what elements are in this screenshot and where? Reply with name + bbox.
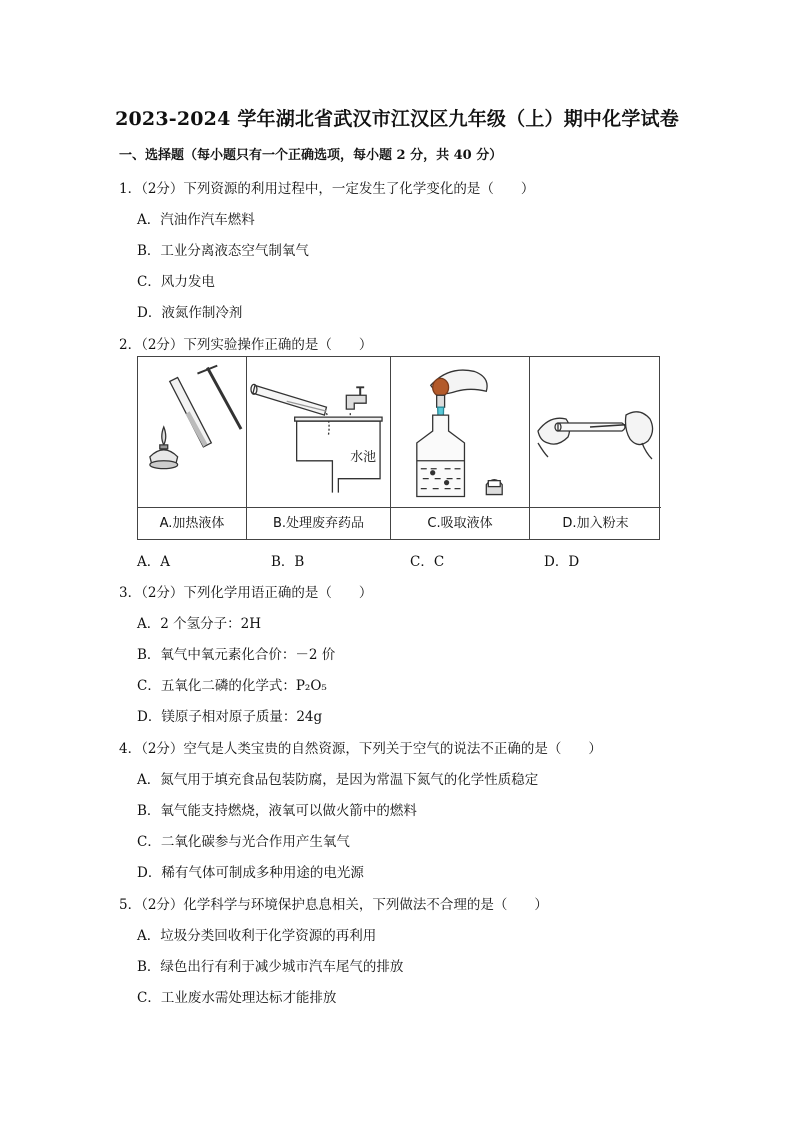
question-2-stem: 2．（2分）下列实验操作正确的是（ ） (119, 337, 373, 353)
question-5-option-a: A．垃圾分类回收利于化学资源的再利用 (137, 928, 377, 944)
page-title: 2023-2024 学年湖北省武汉市江汉区九年级（上）期中化学试卷 (115, 108, 679, 130)
question-1-stem: 1．（2分）下列资源的利用过程中，一定发生了化学变化的是（ ） (119, 181, 535, 197)
question-4-option-d: D．稀有气体可制成多种用途的电光源 (137, 865, 364, 881)
question-2-option-b: B．B (271, 554, 305, 570)
figure-caption-a: A.加热液体 (138, 507, 246, 540)
question-2-option-a: A．A (137, 554, 170, 570)
figure-cell-c (391, 357, 530, 539)
figure-caption-c: C.吸取液体 (391, 507, 529, 540)
question-5-option-c: C．工业废水需处理达标才能排放 (137, 990, 337, 1006)
sink-label: 水池 (350, 449, 377, 465)
drawing-liquid-illustration (391, 357, 529, 507)
question-4-option-a: A．氮气用于填充食品包装防腐，是因为常温下氮气的化学性质稳定 (137, 772, 539, 788)
figure-caption-d: D.加入粉末 (530, 507, 661, 540)
question-5-stem: 5．（2分）化学科学与环境保护息息相关，下列做法不合理的是（ ） (119, 897, 548, 913)
question-4-stem: 4．（2分）空气是人类宝贵的自然资源，下列关于空气的说法不正确的是（ ） (119, 741, 602, 757)
question-3-option-c: C．五氧化二磷的化学式：P₂O₅ (137, 678, 327, 694)
question-1-option-b: B．工业分离液态空气制氧气 (137, 243, 309, 259)
experiment-figure-table (137, 356, 660, 540)
question-1-option-c: C．风力发电 (137, 274, 215, 290)
question-5-option-b: B．绿色出行有利于减少城市汽车尾气的排放 (137, 959, 404, 975)
heating-liquid-illustration (138, 357, 246, 507)
question-1-option-d: D．液氮作制冷剂 (137, 305, 243, 321)
question-1-option-a: A．汽油作汽车燃料 (137, 212, 255, 228)
question-3-stem: 3．（2分）下列化学用语正确的是（ ） (119, 585, 373, 601)
figure-cell-d (530, 357, 661, 539)
question-2-option-c: C．C (410, 554, 445, 570)
question-3-option-a: A．2 个氢分子：2H (137, 616, 261, 632)
waste-disposal-illustration (247, 357, 390, 507)
question-3-option-d: D．镁原子相对原子质量：24g (137, 709, 323, 725)
figure-caption-b: B.处理废弃药品 (247, 507, 390, 540)
question-4-option-c: C．二氧化碳参与光合作用产生氧气 (137, 834, 350, 850)
question-3-option-b: B．氧气中氧元素化合价：－2 价 (137, 647, 336, 663)
adding-powder-illustration (530, 357, 661, 507)
section-heading: 一、选择题（每小题只有一个正确选项，每小题 2 分，共 40 分） (119, 148, 503, 163)
question-4-option-b: B．氧气能支持燃烧，液氧可以做火箭中的燃料 (137, 803, 417, 819)
question-2-option-d: D．D (544, 554, 580, 570)
figure-cell-a (138, 357, 247, 539)
question-2-options (137, 550, 697, 568)
figure-cell-b (247, 357, 391, 539)
